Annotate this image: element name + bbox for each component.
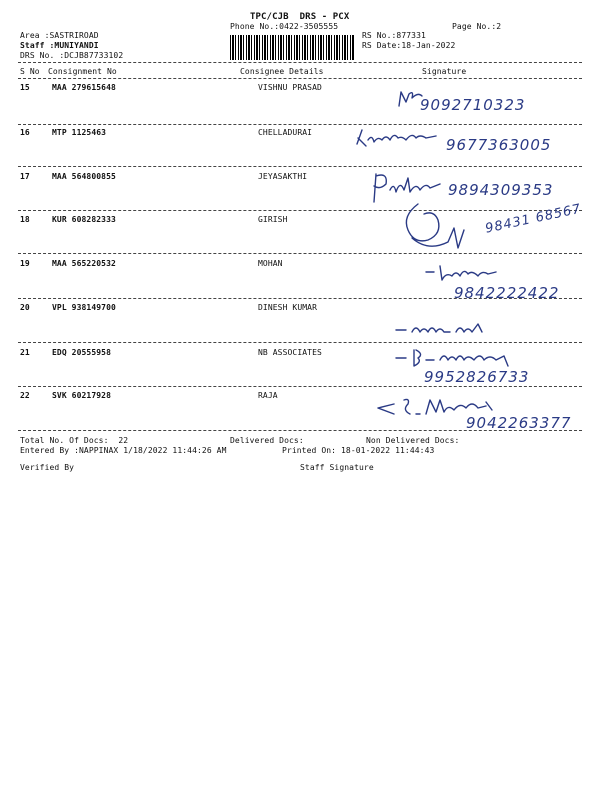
row-consignee: VISHNU PRASAD <box>258 83 322 92</box>
signature-phone: 98431 68567 <box>484 201 583 237</box>
signature-mark <box>398 200 478 256</box>
divider <box>18 298 582 299</box>
drs-number: DRS No. :DCJB87733102 <box>20 51 124 60</box>
entered-by: Entered By :NAPPINAX 1/18/2022 11:44:26 AM <box>20 446 227 455</box>
total-docs: Total No. Of Docs: 22 <box>20 436 129 445</box>
row-consignment: MAA 565220532 <box>52 259 116 268</box>
divider <box>18 62 582 63</box>
printed-on: Printed On: 18-01-2022 11:44:43 <box>282 446 435 455</box>
signature-mark <box>354 126 444 150</box>
phone-number: Phone No.:0422-3505555 <box>230 22 339 31</box>
row-sno: 16 <box>20 128 30 137</box>
divider <box>18 210 582 211</box>
row-consignment: VPL 938149700 <box>52 303 116 312</box>
row-consignee: MOHAN <box>258 259 283 268</box>
divider <box>18 430 582 431</box>
row-sno: 17 <box>20 172 30 181</box>
row-consignee: NB ASSOCIATES <box>258 348 322 357</box>
row-sno: 21 <box>20 348 30 357</box>
row-consignee: RAJA <box>258 391 278 400</box>
divider <box>18 166 582 167</box>
signature-mark <box>424 262 500 286</box>
rs-number: RS No.:877331 <box>362 31 426 40</box>
signature-mark <box>394 318 494 342</box>
signature-phone: 9677363005 <box>446 136 552 154</box>
row-consignee: DINESH KUMAR <box>258 303 317 312</box>
divider <box>18 253 582 254</box>
row-consignment: EDQ 20555958 <box>52 348 111 357</box>
divider <box>18 78 582 79</box>
rs-date: RS Date:18-Jan-2022 <box>362 41 456 50</box>
signature-phone: 9092710323 <box>420 96 526 114</box>
non-delivered-docs: Non Delivered Docs: <box>366 436 460 445</box>
row-sno: 20 <box>20 303 30 312</box>
divider <box>18 124 582 125</box>
divider <box>18 386 582 387</box>
signature-phone: 9042263377 <box>466 414 572 432</box>
row-consignment: KUR 608282333 <box>52 215 116 224</box>
delivered-docs: Delivered Docs: <box>230 436 304 445</box>
signature-phone: 9952826733 <box>424 368 530 386</box>
row-consignment: MAA 279615648 <box>52 83 116 92</box>
col-sno: S No <box>20 67 40 76</box>
page-number: Page No.:2 <box>452 22 502 31</box>
sheet-title: TPC/CJB DRS - PCX <box>250 12 350 22</box>
area-field: Area :SASTRIROAD <box>20 31 99 40</box>
col-consignee: Consignee Details <box>240 67 324 76</box>
divider <box>18 342 582 343</box>
row-consignment: MAA 564800855 <box>52 172 116 181</box>
row-sno: 22 <box>20 391 30 400</box>
row-consignment: MTP 1125463 <box>52 128 107 137</box>
col-signature: Signature <box>422 67 467 76</box>
verified-by: Verified By <box>20 463 75 472</box>
row-consignee: GIRISH <box>258 215 288 224</box>
row-sno: 18 <box>20 215 30 224</box>
row-sno: 19 <box>20 259 30 268</box>
col-consignment: Consignment No <box>48 67 117 76</box>
row-consignee: JEYASAKTHI <box>258 172 308 181</box>
signature-phone: 9842222422 <box>454 284 560 302</box>
barcode <box>230 35 354 60</box>
row-consignee: CHELLADURAI <box>258 128 313 137</box>
row-sno: 15 <box>20 83 30 92</box>
row-consignment: SVK 60217928 <box>52 391 111 400</box>
staff-signature: Staff Signature <box>300 463 374 472</box>
staff-field: Staff :MUNIYANDI <box>20 41 99 50</box>
signature-phone: 9894309353 <box>448 181 554 199</box>
